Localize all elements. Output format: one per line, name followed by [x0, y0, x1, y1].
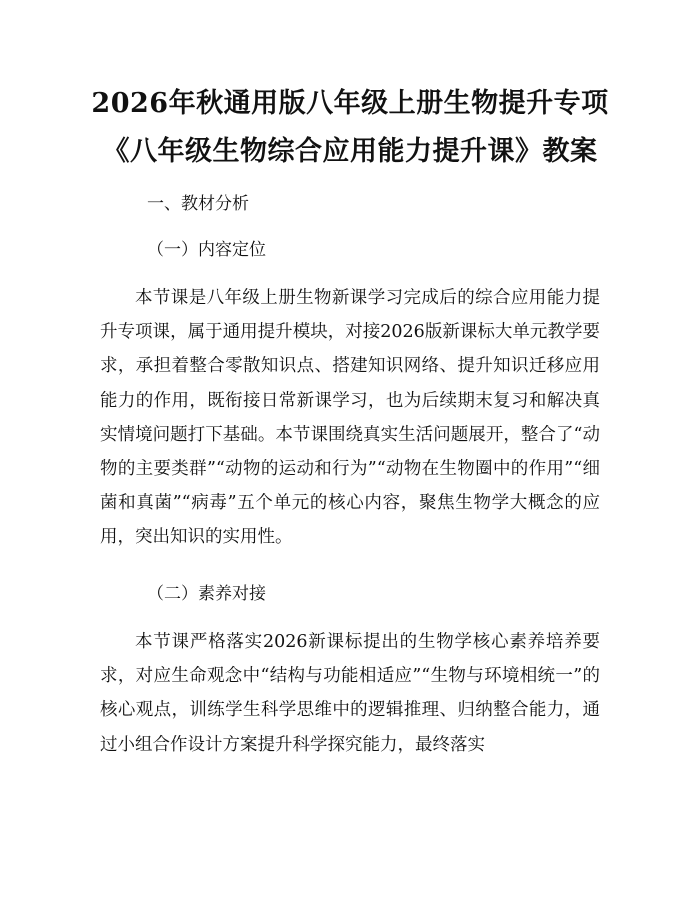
subsection-heading-literacy-alignment: （二）素养对接 [147, 584, 266, 604]
paragraph-content-positioning: 本节课是八年级上册生物新课学习完成后的综合应用能力提升专项课，属于通用提升模块，对接2026版新课标大单元教学要求，承担着整合零散知识点、搭建知识网络、提升知识迁移应用能力的作用，既衔接日常新课学习，也为后续期末复习和解决真实情境问题打下基础。本节课围绕真实生活问题展开，整合了“动物的主要类群”“动物的运动和行为”“动物在生物圈中的作用”“细菌和真菌”“病毒”五个单元的核心内容，聚焦生物学大概念的应用，突出知识的实用性。 [100, 288, 600, 548]
section-heading-textbook-analysis: 一、教材分析 [147, 194, 249, 214]
document-title-line2: 《八年级生物综合应用能力提升课》教案 [102, 136, 598, 167]
paragraph-literacy-alignment: 本节课严格落实2026新课标提出的生物学核心素养培养要求，对应生命观念中“结构与功能相适应”“生物与环境相统一”的核心观点，训练学生科学思维中的逻辑推理、归纳整合能力，通过小组合作设计方案提升科学探究能力，最终落实 [100, 632, 600, 755]
document-title-line1: 2026年秋通用版八年级上册生物提升专项 [91, 88, 609, 119]
subsection-heading-content-positioning: （一）内容定位 [147, 240, 266, 260]
